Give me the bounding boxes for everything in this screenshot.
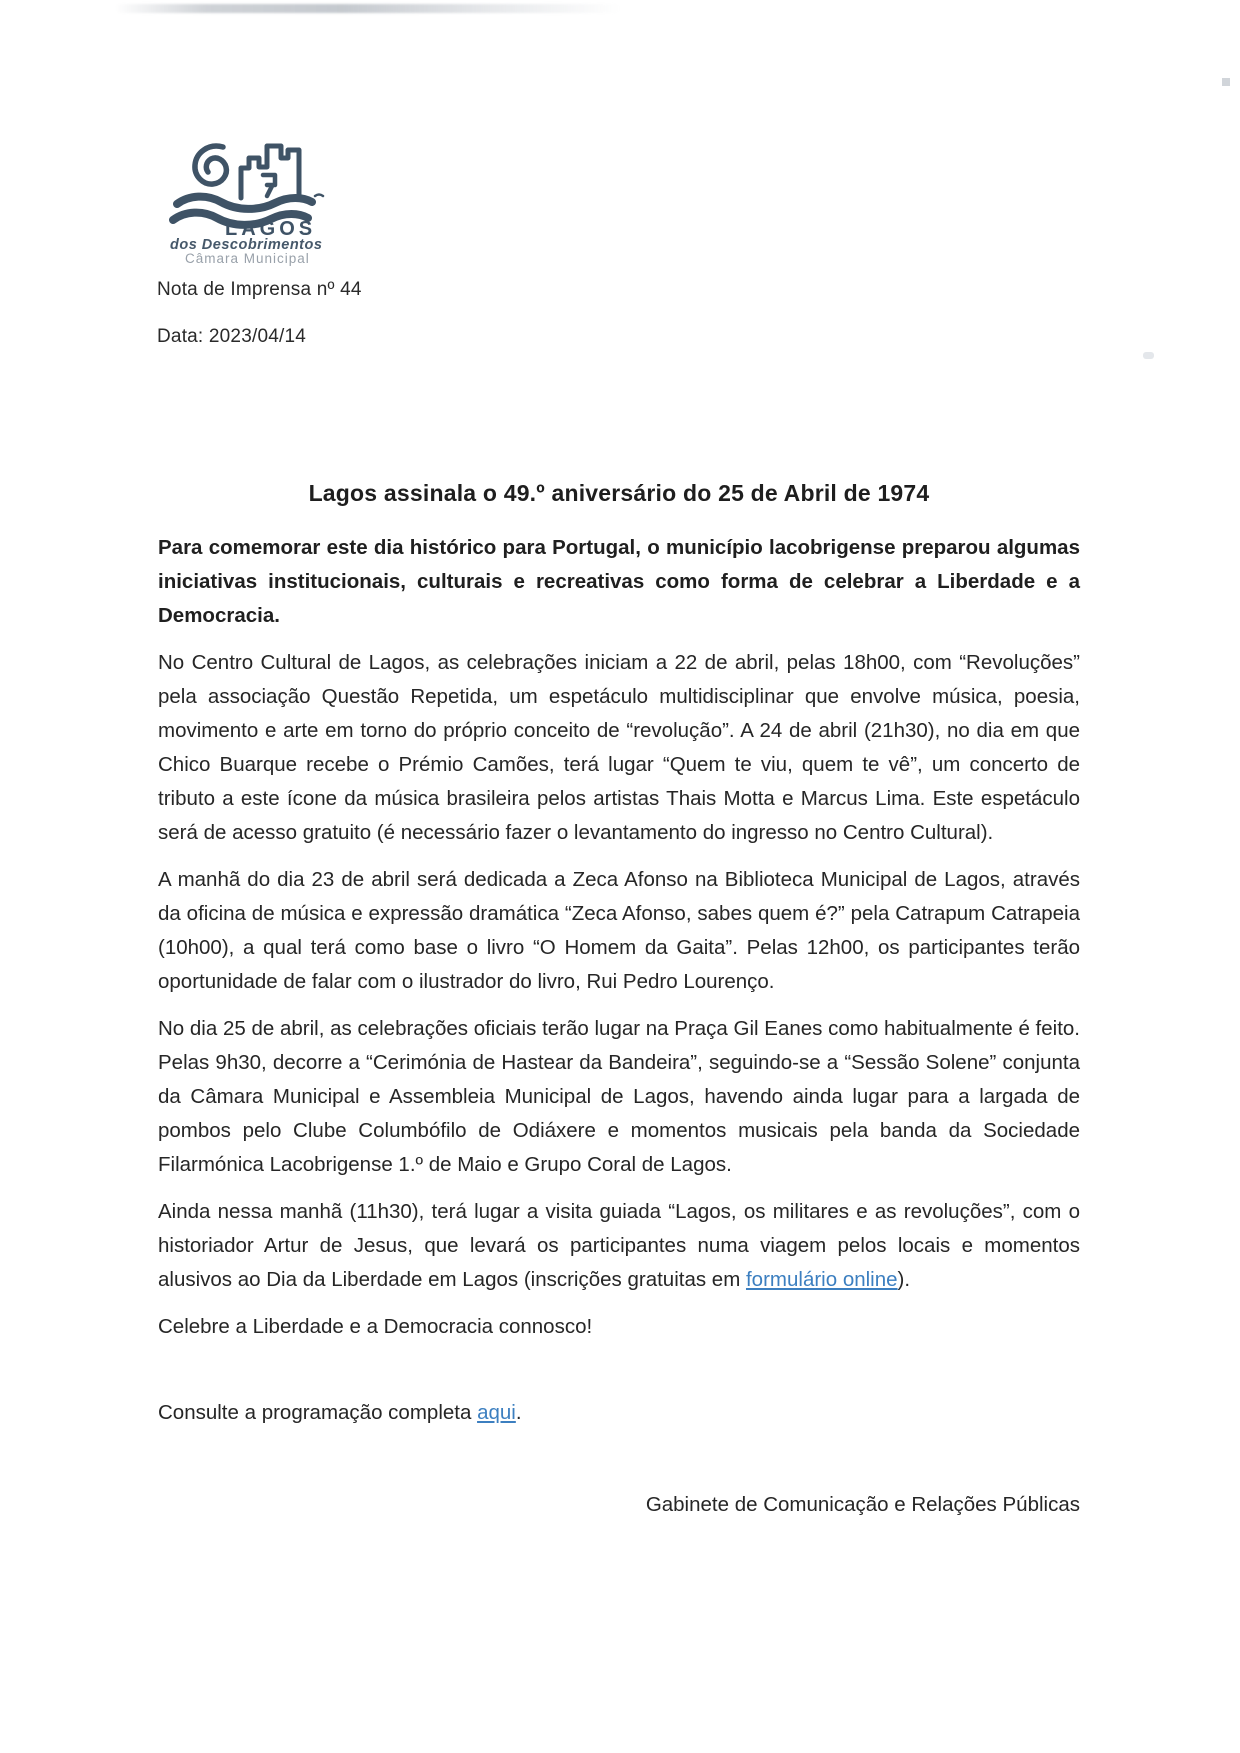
consulte-text-end: .: [515, 1401, 522, 1424]
document-title: Lagos assinala o 49.º aniversário do 25 de Abril de 1974: [308, 480, 930, 506]
visita-guiada-text: Ainda nessa manhã (11h30), terá lugar a visita guiada “Lagos, os militares e as revoluções”, com o historiador Artur de Jesus, que levará os participantes numa viagem pelos locais e momentos alusivos ao Dia da Liberdade em Lagos (inscrições gratuitas em: [158, 1200, 1080, 1291]
logo-wordmark: LAGOS: [225, 218, 317, 240]
wave-icon: [177, 197, 312, 209]
press-release-number: Nota de Imprensa nº 44: [157, 279, 362, 300]
paragraph-centro-cultural: No Centro Cultural de Lagos, as celebrações iniciam a 22 de abril, pelas 18h00, com “Revoluções” pela associação Questão Repetida, um espetáculo multidisciplinar que envolve música, poesia, movimento e arte em torno do próprio conceito de “revolução”. A 24 de abril (21h30), no dia em que Chico Buarque recebe o Prémio Camões, terá lugar “Quem te viu, quem te vê”, um concerto de tributo a este ícone da música brasileira pelos artistas Thais Motta e Marcus Lima. Este espetáculo será de acesso gratuito (é necessário fazer o levantamento do ingresso no Centro Cultural).: [158, 651, 1080, 844]
scan-artifact-speck: [1222, 78, 1230, 86]
paragraph-consulte: [158, 1396, 1080, 1430]
paragraph-celebre: Celebre a Liberdade e a Democracia connosco!: [158, 1315, 593, 1338]
scan-artifact-speck: [1143, 352, 1154, 359]
consulte-text: Consulte a programação completa: [158, 1401, 478, 1424]
paragraph-lead: Para comemorar este dia histórico para Portugal, o município lacobrigense preparou algumas iniciativas institucionais, culturais e recreativas como forma de celebrar a Liberdade e a Democracia.: [158, 536, 1080, 627]
programacao-aqui-link[interactable]: aqui: [477, 1401, 516, 1424]
lagos-logo-icon: [155, 134, 333, 266]
lagos-municipality-logo: [155, 134, 333, 271]
logo-org-name: Câmara Municipal: [185, 251, 310, 266]
logo-tagline: dos Descobrimentos: [170, 237, 323, 253]
press-release-date: Data: 2023/04/14: [157, 326, 306, 347]
scan-artifact-top: [115, 4, 620, 13]
paragraph-25-abril: No dia 25 de abril, as celebrações oficiais terão lugar na Praça Gil Eanes como habitualmente é feito. Pelas 9h30, decorre a “Cerimónia de Hastear da Bandeira”, seguindo-se a “Sessão Solene” conjunta da Câmara Municipal e Assembleia Municipal de Lagos, havendo ainda lugar para a largada de pombos pelo Clube Columbófilo de Odiáxere e momentos musicais pela banda da Sociedade Filarmónica Lacobrigense 1.º de Maio e Grupo Coral de Lagos.: [158, 1017, 1080, 1176]
document-body: [158, 531, 1080, 1522]
visita-guiada-text-end: ).: [897, 1268, 911, 1291]
spiral-sun-icon: [195, 146, 226, 184]
footer-signature: Gabinete de Comunicação e Relações Públicas: [645, 1493, 1080, 1516]
paragraph-zeca-afonso: A manhã do dia 23 de abril será dedicada a Zeca Afonso na Biblioteca Municipal de Lagos, através da oficina de música e expressão dramática “Zeca Afonso, sabes quem é?” pela Catrapum Catrapeia (10h00), a qual terá como base o livro “O Homem da Gaita”. Pelas 12h00, os participantes terão oportunidade de falar com o ilustrador do livro, Rui Pedro Lourenço.: [158, 868, 1080, 993]
paragraph-visita-guiada: [158, 1195, 1080, 1297]
formulario-online-link[interactable]: formulário online: [745, 1268, 898, 1291]
